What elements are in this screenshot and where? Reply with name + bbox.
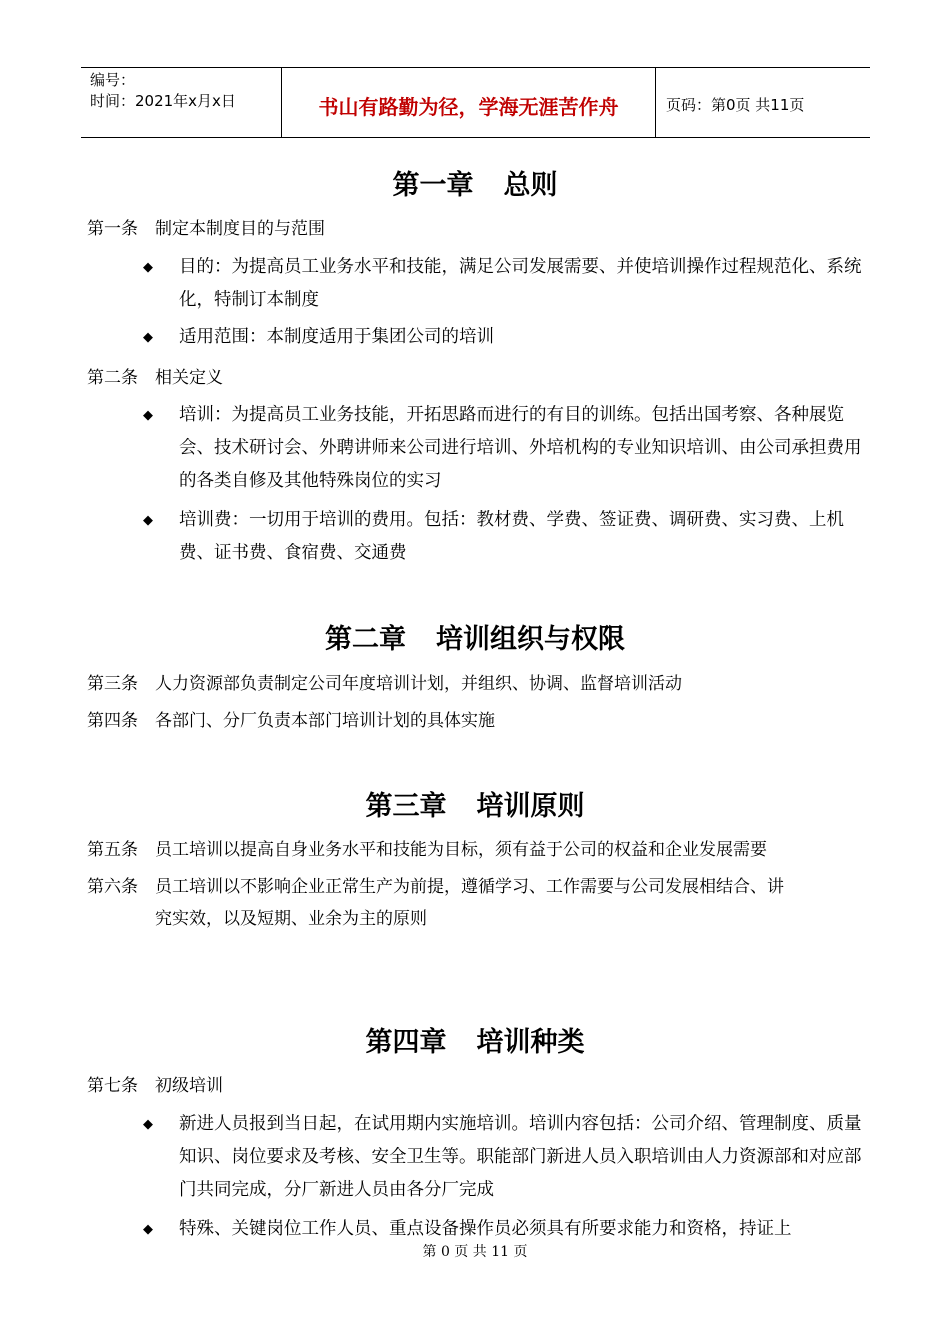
chapter-1-title [0,163,950,202]
header-page-info: 页码：第0页 共11页 [666,96,805,114]
article-1-number: 第一条 [87,219,138,239]
article-7-item-1-text: 新进人员报到当日起，在试用期内实施培训。培训内容包括：公司介绍、管理制度、质量知识、岗位要求及考核、安全卫生等。职能部门新进人员入职培训由人力资源部和对应部门共同完成，分厂新进人员由各分厂完成 [179,1114,862,1200]
article-6-number: 第六条 [87,877,138,897]
article-4-text: 各部门、分厂负责本部门培训计划的具体实施 [155,711,495,731]
article-1 [87,218,325,240]
chapter-4-title [0,1020,950,1059]
bullet-diamond-icon: ◆ [143,408,153,423]
document-date: 时间：2021年x月x日 [90,92,236,110]
article-1-item-1 [143,251,873,317]
article-7-item-2-text: 特殊、关键岗位工作人员、重点设备操作员必须具有所要求能力和资格，持证上 [179,1219,792,1239]
chapter-1-name: 总则 [503,170,558,201]
article-2-number: 第二条 [87,368,138,388]
article-2-item-2 [143,504,873,570]
header-motto: 书山有路勤为径，学海无涯苦作舟 [282,68,656,137]
article-1-item-1-text: 目的：为提高员工业务水平和技能，满足公司发展需要、并使培训操作过程规范化、系统化，特制订本制度 [179,257,862,310]
article-2-item-2-text: 培训费：一切用于培训的费用。包括：教材费、学费、签证费、调研费、实习费、上机费、证书费、食宿费、交通费 [179,510,844,563]
article-2-item-1-text: 培训：为提高员工业务技能，开拓思路而进行的有目的训练。包括出国考察、各种展览会、技术研讨会、外聘讲师来公司进行培训、外培机构的专业知识培训、由公司承担费用的各类自修及其他特殊岗位的实习 [179,405,862,491]
article-1-item-2 [143,321,873,354]
article-4-number: 第四条 [87,711,138,731]
article-7-number: 第七条 [87,1076,138,1096]
article-3-text: 人力资源部负责制定公司年度培训计划，并组织、协调、监督培训活动 [155,674,682,694]
article-5 [87,839,767,861]
chapter-4-number: 第四章 [365,1027,447,1058]
article-3 [87,673,682,695]
article-2 [87,367,223,389]
document-number-label: 编号： [90,71,136,89]
article-4 [87,710,495,732]
article-2-item-1 [143,399,873,498]
article-7 [87,1075,223,1097]
chapter-3-name: 培训原则 [476,791,585,822]
bullet-diamond-icon: ◆ [143,330,153,345]
bullet-diamond-icon: ◆ [143,1117,153,1132]
bullet-diamond-icon: ◆ [143,260,153,275]
chapter-2-title [0,617,950,656]
article-7-title: 初级培训 [155,1076,223,1096]
chapter-3-title [0,784,950,823]
article-1-title: 制定本制度目的与范围 [155,219,325,239]
chapter-2-number: 第二章 [325,624,406,655]
chapter-1-number: 第一章 [392,170,474,201]
chapter-4-name: 培训种类 [476,1027,585,1058]
article-7-item-1 [143,1108,873,1207]
article-6-continuation: 究实效，以及短期、业余为主的原则 [155,909,427,929]
article-5-text: 员工培训以提高自身业务水平和技能为目标，须有益于公司的权益和企业发展需要 [155,840,767,860]
chapter-2-name: 培训组织与权限 [436,624,625,655]
article-6-text-line-1: 员工培训以不影响企业正常生产为前提，遵循学习、工作需要与公司发展相结合、讲 [155,877,784,897]
article-5-number: 第五条 [87,840,138,860]
chapter-3-number: 第三章 [365,791,447,822]
article-3-number: 第三条 [87,674,138,694]
bullet-diamond-icon: ◆ [143,513,153,528]
header-meta [81,68,282,137]
article-6 [87,876,784,898]
page-footer: 第 0 页 共 11 页 [422,1244,528,1260]
bullet-diamond-icon: ◆ [143,1222,153,1237]
article-1-item-2-text: 适用范围：本制度适用于集团公司的培训 [179,327,494,347]
page-header [81,67,870,138]
article-2-title: 相关定义 [155,368,223,388]
